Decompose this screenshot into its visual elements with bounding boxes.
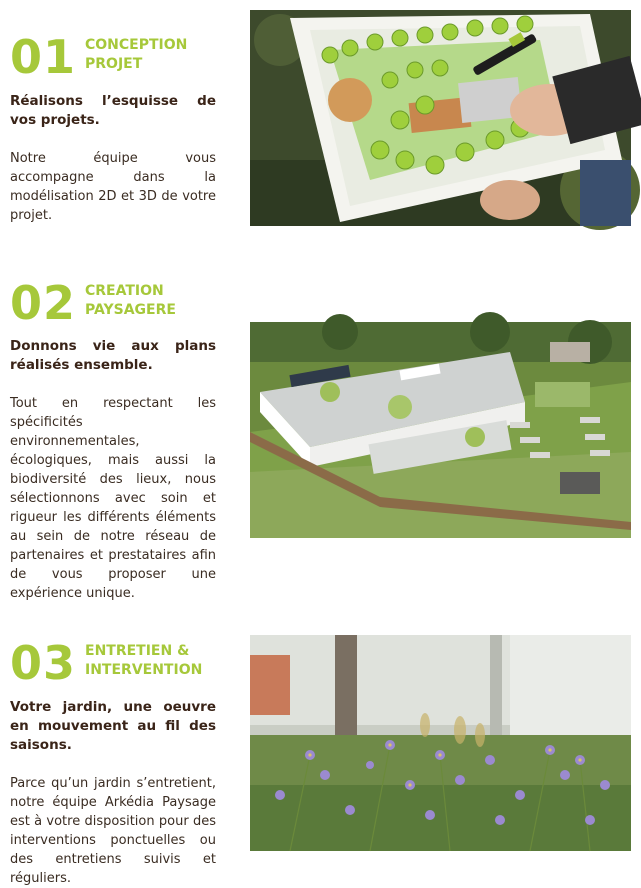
section-heading	[10, 276, 216, 330]
section-number: 02	[10, 276, 77, 330]
section-lead: Votre jardin, une oeuvre en mouvement au fil des saisons.	[10, 699, 216, 753]
landscaped-house-aerial-photo	[250, 322, 631, 538]
section-heading	[10, 30, 216, 84]
section-number: 03	[10, 636, 77, 690]
section-body: Parce qu’un jardin s’entretient, notre équipe Arkédia Paysage est à votre disposition pour des interventions ponctuelles ou des entretiens suivis et réguliers.	[10, 776, 216, 886]
section-number: 01	[10, 30, 77, 84]
section-conception-projet	[0, 0, 641, 240]
section-text-block	[10, 636, 216, 888]
wildflowers-garden-photo	[250, 635, 631, 851]
section-text-block	[10, 276, 216, 603]
section-title: ENTRETIEN & INTERVENTION	[85, 643, 203, 678]
section-title: CREATION PAYSAGERE	[85, 283, 176, 318]
section-heading	[10, 636, 216, 690]
section-creation-paysagere	[0, 276, 641, 601]
section-title: CONCEPTION PROJET	[85, 37, 188, 72]
section-lead: Réalisons l’esquisse de vos projets.	[10, 93, 216, 128]
section-entretien-intervention	[0, 636, 641, 886]
section-body: Tout en respectant les spécificités environnementales, écologiques, mais aussi la biodiversité des lieux, nous sélectionnons avec soin et rigueur les différents éléments au sein de notre réseau de partenaires et prestataires afin de vous proposer une expérience unique.	[10, 396, 216, 601]
section-body: Notre équipe vous accompagne dans la modélisation 2D et 3D de votre projet.	[10, 151, 216, 223]
section-lead: Donnons vie aux plans réalisés ensemble.	[10, 338, 216, 373]
section-text-block	[10, 30, 216, 225]
garden-plan-drawing-photo	[250, 10, 631, 226]
